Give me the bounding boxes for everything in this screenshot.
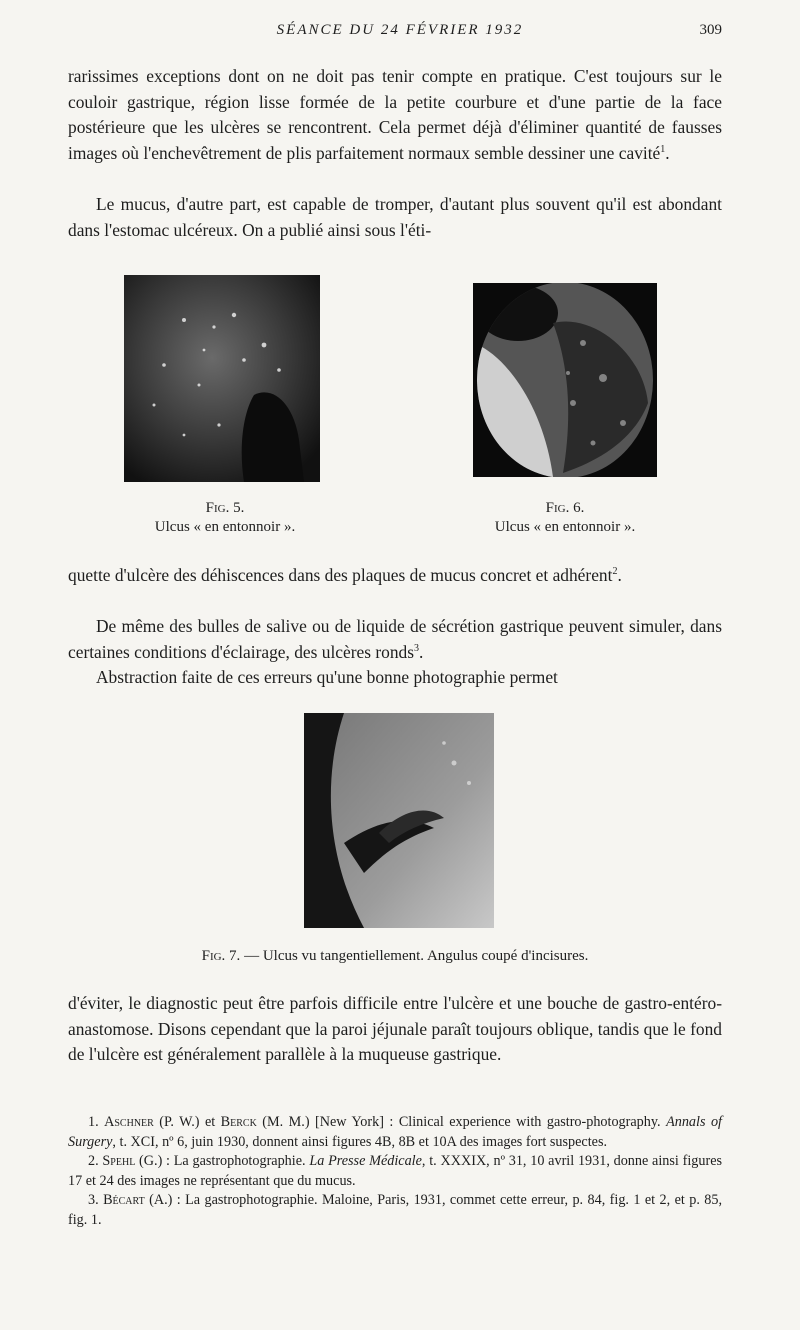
- paragraph-3: quette d'ulcère des déhiscences dans des plaques de mucus concret et adhérent$^2$.: [68, 565, 622, 585]
- figure-6-number: Fig. 6.: [545, 500, 585, 516]
- figure-5-photo: [124, 275, 320, 482]
- footnote-3: 3. Bécart (A.) : La gastrophotographie. Maloine, Paris, 1931, commet cette erreur, p. 84, fig. 1 et 2, et p. 85, fig. 1.: [68, 1192, 723, 1228]
- running-header: [0, 22, 800, 46]
- footnote-1: 1. Aschner (P. W.) et Berck (M. M.) [New York] : Clinical experience with gastro-photography. Annals of Surgery, t. XCI, nº 6, juin 1930, donnent ainsi figures 4B, 8B et 10A des images fort suspectes.: [68, 1114, 722, 1150]
- figure-5-caption: [120, 499, 330, 537]
- figure-5-text: Ulcus « en entonnoir ».: [154, 519, 296, 535]
- figure-7-text: — Ulcus vu tangentiellement. Angulus coupé d'incisures.: [244, 948, 589, 964]
- paragraph-2: Le mucus, d'autre part, est capable de tromper, d'autant plus souvent qu'il est abondant dans l'estomac ulcéreux. On a publié ainsi sous l'éti-: [68, 194, 722, 240]
- figure-5-number: Fig. 5.: [205, 500, 245, 516]
- paragraph-5: Abstraction faite de ces erreurs qu'une bonne photographie permet: [96, 667, 558, 687]
- footnotes: [68, 1113, 722, 1230]
- figure-6-text: Ulcus « en entonnoir ».: [494, 519, 636, 535]
- footnote-ref-1: 1: [660, 143, 666, 155]
- paragraph-4: De même des bulles de salive ou de liquide de sécrétion gastrique peuvent simuler, dans certaines conditions d'éclairage, des ulcères ronds$^3$.: [68, 616, 722, 662]
- footnote-ref-2: 2: [612, 566, 618, 578]
- figure-6-caption: [465, 499, 665, 537]
- figure-6-photo: [473, 283, 657, 477]
- running-title: SÉANCE DU 24 FÉVRIER 1932: [276, 22, 524, 38]
- paragraph-6: d'éviter, le diagnostic peut être parfois difficile entre l'ulcère et une bouche de gastro-entéro-anastomose. Disons cependant que la paroi jéjunale paraît toujours oblique, tandis que le fond de l'ulcère est généralement parallèle à la muqueuse gastrique.: [68, 993, 722, 1064]
- footnote-2: 2. Spehl (G.) : La gastrophotographie. La Presse Médicale, t. XXXIX, nº 31, 10 avril 1931, donne ainsi figures 17 et 24 des images ne représentant que du mucus.: [68, 1153, 723, 1189]
- figure-7-photo: [304, 713, 494, 928]
- paragraph-1: rarissimes exceptions dont on ne doit pas tenir compte en pratique. C'est toujours sur le couloir gastrique, région lisse formée de la petite courbure et d'une partie de la face postérieure que les ulcères se rencontrent. Cela permet déjà d'éliminer quantité de fausses images où l'enchevêtrement de plis parfaitement normaux semble dessiner une cavité$^1$.: [68, 66, 722, 163]
- footnote-ref-3: 3: [413, 642, 419, 654]
- page-number: 309: [699, 22, 722, 38]
- figure-7-number: Fig. 7.: [201, 948, 241, 964]
- figure-7-caption: [68, 948, 722, 965]
